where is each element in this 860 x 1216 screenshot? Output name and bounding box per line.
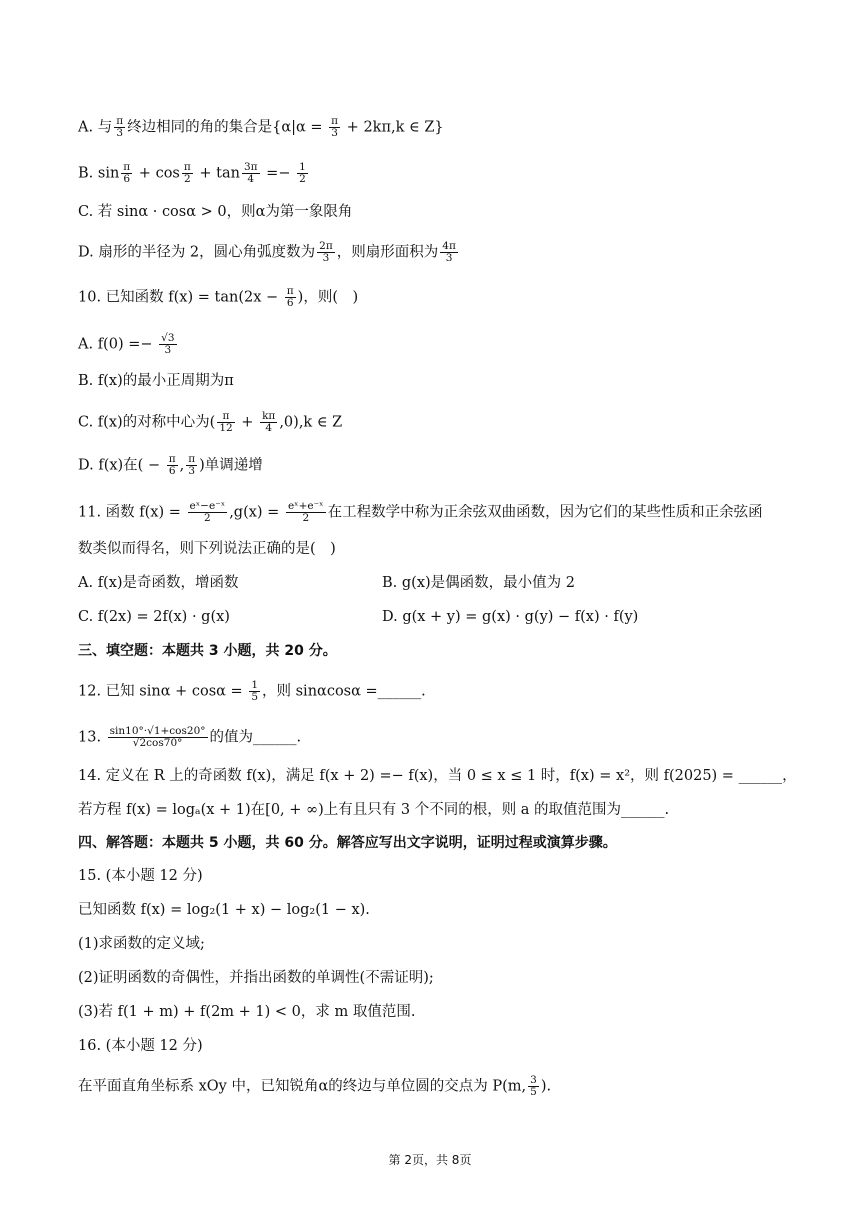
q15-part1: (1)求函数的定义域; <box>78 936 205 952</box>
q11-stem-line2: 数类似而得名，则下列说法正确的是( ) <box>78 541 336 557</box>
q10-option-c: C. f(x)的对称中心为( $\frac{\pi}{12}$ + $\frac{k\pi}{4}$ ,0),k ∈ Z <box>78 410 343 434</box>
q16-stem: 在平面直角坐标系 xOy 中，已知锐角α的终边与单位圆的交点为 P(m, $\frac{3}{5}$ ). <box>78 1074 552 1098</box>
q11-option-d: D. g(x + y) = g(x) · g(y) − f(x) · f(y) <box>382 609 639 625</box>
q15-part3: (3)若 f(1 + m) + f(2m + 1) < 0，求 m 取值范围. <box>78 1004 416 1020</box>
q13: 13. $\frac{\sin 10^\circ\cdot√1+\cos 20^\circ}{√2\cos 70^\circ}$ 的值为______. <box>78 725 302 749</box>
q14-line1: 14. 定义在 R 上的奇函数 f(x)，满足 f(x + 2) =− f(x)，当 0 ≤ x ≤ 1 时，f(x) = x²，则 f(2025) = ______， <box>78 768 797 784</box>
q9-option-c: C. 若 sinα · cosα > 0，则α为第一象限角 <box>78 204 353 220</box>
section-answer-heading: 四、解答题：本题共 5 小题，共 60 分。解答应写出文字说明，证明过程或演算步骤。 <box>78 835 617 851</box>
q11-option-b: B. g(x)是偶函数，最小值为 2 <box>382 575 575 591</box>
q9-option-a: A. 与 $\frac{\pi}{3}$ 终边相同的角的集合是{α|α = $\frac{\pi}{3}$ + 2kπ,k ∈ Z} <box>78 115 444 139</box>
q15-heading: 15. (本小题 12 分) <box>78 868 203 884</box>
q14-line2: 若方程 f(x) = logₐ(x + 1)在[0, + ∞)上有且只有 3 个不同的根，则 a 的取值范围为______. <box>78 802 670 818</box>
q10-option-d: D. f(x)在( − $\frac{\pi}{6}$ , $\frac{\pi}{3}$ )单调递增 <box>78 453 263 477</box>
q15-part2: (2)证明函数的奇偶性，并指出函数的单调性(不需证明); <box>78 970 434 986</box>
q10-stem: 10. 已知函数 f(x) = tan(2x − $\frac{\pi}{6}$ )，则( ) <box>78 285 359 309</box>
q11-stem-line1: 11. 函数 f(x) = $\frac{\text{eˣ−e⁻ˣ}}{2}$ ,g(x) = $\frac{\text{eˣ+e⁻ˣ}}{2}$ 在工程数学中称为正余弦双曲函数，因为它们的某些性质和正余弦函 <box>78 500 763 524</box>
page-footer: 第 2页，共 8页 <box>388 1153 472 1167</box>
q9-option-d: D. 扇形的半径为 2，圆心角弧度数为 $\frac{2\pi}{3}$ ，则扇形面积为 $\frac{4\pi}{3}$ <box>78 240 456 264</box>
q15-stem: 已知函数 f(x) = log₂(1 + x) − log₂(1 − x). <box>78 902 370 918</box>
q11-option-c: C. f(2x) = 2f(x) · g(x) <box>78 609 230 625</box>
q10-option-b: B. f(x)的最小正周期为π <box>78 373 234 389</box>
q16-heading: 16. (本小题 12 分) <box>78 1038 203 1054</box>
q10-option-a: A. f(0) =− $\frac{√3}{3}$ <box>78 332 175 356</box>
section-fill-in-heading: 三、填空题：本题共 3 小题，共 20 分。 <box>78 643 337 659</box>
q9-option-b: B. sin $\frac{\pi}{6}$ + cos $\frac{\pi}{2}$ + tan $\frac{3\pi}{4}$ =− $\frac{1}{2}$ <box>78 161 306 185</box>
q12: 12. 已知 sinα + cosα = $\frac{1}{5}$ ，则 sinαcosα =______. <box>78 679 426 703</box>
q11-option-a: A. f(x)是奇函数，增函数 <box>78 575 239 591</box>
